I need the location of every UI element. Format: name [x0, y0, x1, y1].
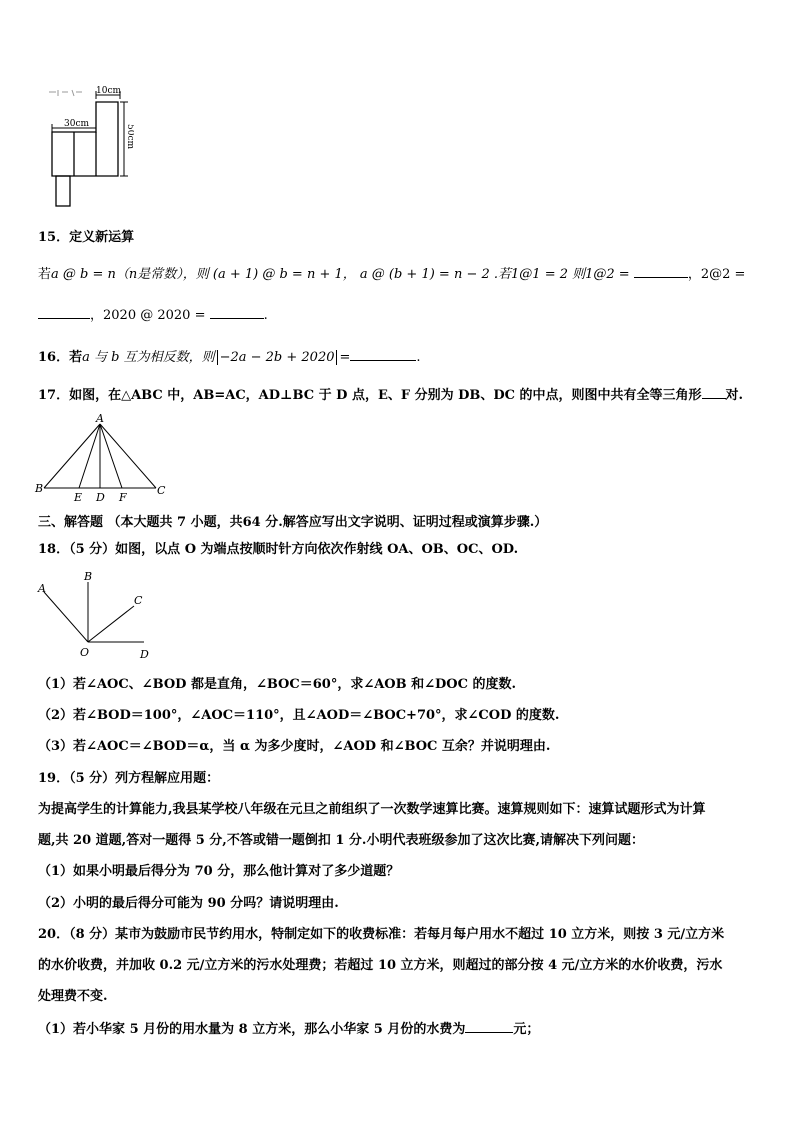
- q15-line1: [38, 265, 745, 283]
- q19-body-2: 题,共 20 道题,答对一题得 5 分,不答或错一题倒扣 1 分.小明代表班级参加了这次比赛,请解决下列问题：: [38, 833, 644, 848]
- fig14-label-10cm: 10cm: [96, 86, 122, 96]
- q18-label-B: B: [84, 570, 93, 583]
- q16-end: .: [416, 350, 421, 365]
- q15-title: 15．定义新运算: [38, 230, 135, 245]
- q15-expression: a @ b = n（n是常数），则 (a + 1) @ b = n + 1， a @ (b + 1) = n − 2 .若1@1 = 2 则1@2 =: [51, 267, 630, 282]
- q18-label-O: O: [80, 646, 90, 659]
- figure-q14: [44, 84, 134, 210]
- q15-blank-1: [634, 265, 688, 278]
- q17-line: [38, 386, 743, 404]
- q20-line-2: 的水价收费，并加收 0.2 元/立方米的污水处理费；若超过 10 立方米，则超过的部分按 4 元/立方米的水价收费，污水: [38, 958, 723, 973]
- q15-prefix: 若: [38, 267, 52, 282]
- q17-label-D: D: [96, 491, 105, 504]
- q17-end: 对.: [725, 388, 744, 403]
- section3-heading: 三、解答题 （本大题共 7 小题，共64 分.解答应写出文字说明、证明过程或演算步骤.）: [38, 515, 548, 530]
- q15-blank-2: [38, 306, 90, 319]
- q16-abs-expr: [217, 350, 338, 365]
- q18-label-A: A: [38, 582, 46, 595]
- fig14-label-30cm: 30cm: [64, 119, 90, 129]
- q18-part1: （1）若∠AOC、∠BOD 都是直角，∠BOC＝60°，求∠AOB 和∠DOC 的度数.: [38, 677, 517, 692]
- q16-text: a 与 b 互为相反数，则: [82, 350, 215, 365]
- q15-sep-2: ，2020 @ 2020 =: [90, 308, 206, 323]
- q15-end: .: [263, 308, 268, 323]
- q16-line: [38, 348, 421, 366]
- q18-part3: （3）若∠AOC＝∠BOD＝α，当 α 为多少度时，∠AOD 和∠BOC 互余？并说明理由.: [38, 739, 551, 754]
- q18-title: 18．（5 分）如图，以点 O 为端点按顺时针方向依次作射线 OA、OB、OC、OD.: [38, 542, 519, 557]
- fig14-label-50cm: 50cm: [125, 124, 134, 150]
- q16-number: 16．若: [38, 350, 83, 365]
- q19-body-1: 为提高学生的计算能力,我县某学校八年级在元旦之前组织了一次数学速算比赛。速算规则如下：速算试题形式为计算: [38, 802, 706, 817]
- figure-q17-triangle: [34, 414, 170, 506]
- q20-part1: [38, 1020, 539, 1038]
- q17-label-A: A: [96, 414, 104, 425]
- q20-part1-end: 元；: [513, 1022, 540, 1037]
- q16-expr: −2a − 2b + 2020: [219, 350, 335, 365]
- q18-part2: （2）若∠BOD＝100°，∠AOC＝110°，且∠AOD＝∠BOC+70°，求∠COD 的度数.: [38, 708, 560, 723]
- q19-title: 19．（5 分）列方程解应用题：: [38, 771, 220, 786]
- q15-blank-3: [210, 306, 264, 319]
- q18-label-D: D: [140, 648, 149, 661]
- q15-line2: [38, 306, 268, 324]
- q18-label-C: C: [134, 594, 143, 607]
- q17-label-E: E: [74, 491, 83, 504]
- q20-line-3: 处理费不变.: [38, 989, 108, 1004]
- q19-part1: （1）如果小明最后得分为 70 分，那么他计算对了多少道题？: [38, 864, 400, 879]
- q17-label-B: B: [35, 482, 44, 495]
- q17-text: 17．如图，在△ABC 中，AB=AC，AD⊥BC 于 D 点，E、F 分别为 DB、DC 的中点，则图中共有全等三角形: [38, 388, 702, 403]
- q17-label-C: C: [157, 484, 166, 497]
- q17-label-F: F: [119, 491, 127, 504]
- q17-blank: [702, 386, 726, 399]
- q19-part2: （2）小明的最后得分可能为 90 分吗？请说明理由.: [38, 896, 339, 911]
- figure-q18-rays: [34, 566, 164, 662]
- q20-blank: [465, 1020, 513, 1033]
- q16-eq: =: [339, 350, 351, 365]
- q20-part1-text: （1）若小华家 5 月份的用水量为 8 立方米，那么小华家 5 月份的水费为: [38, 1022, 466, 1037]
- q16-blank: [350, 348, 416, 361]
- q20-line-1: 20．（8 分）某市为鼓励市民节约用水，特制定如下的收费标准：若每月每户用水不超过 10 立方米，则按 3 元/立方米: [38, 927, 725, 942]
- q15-sep-1: ，2@2 =: [687, 267, 746, 282]
